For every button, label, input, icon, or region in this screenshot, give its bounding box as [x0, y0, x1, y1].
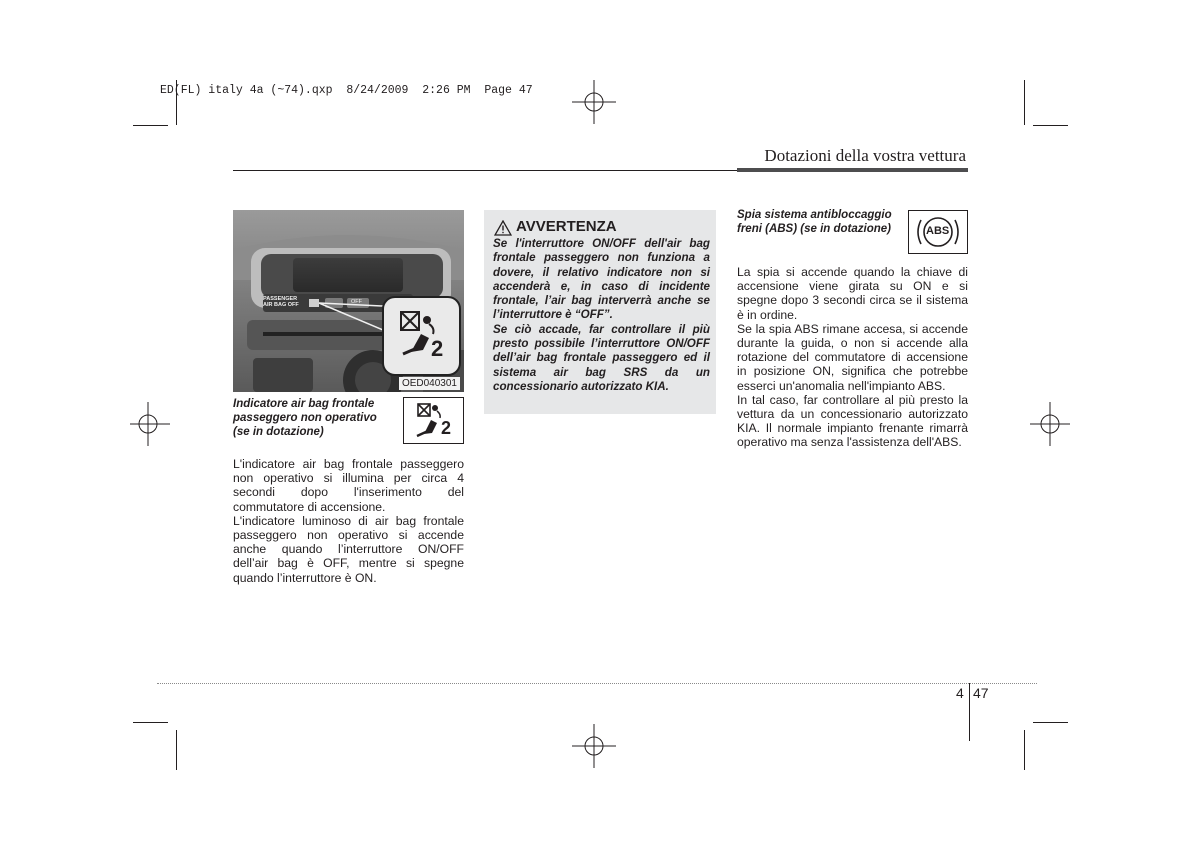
- registration-mark-right: [1030, 402, 1070, 446]
- airbag-indicator-box: [403, 397, 464, 444]
- crop-mark: [133, 722, 168, 723]
- paragraph: In tal caso, far controllare al più presto la vettura da un concessionario autorizzato KIA. Il normale impianto frenante rimarrà operativo ma senza l'assistenza dell'ABS.: [737, 392, 968, 450]
- page-chapter: 4: [956, 685, 964, 701]
- icon-digit: 2: [431, 336, 444, 361]
- abs-caption: Spia sistema antibloccaggio freni (ABS) (se in dotazione): [737, 209, 892, 235]
- warning-box: [484, 210, 716, 414]
- registration-mark-bottom: [572, 724, 616, 768]
- crop-mark: [133, 125, 168, 126]
- paragraph: Se la spia ABS rimane accesa, si accende durante la guida, o non si accende alla rotazione del commutatore di accensione in posizione ON, significa che potrebbe esserci un'anomalia nell'impianto ABS.: [737, 321, 968, 393]
- image-code: OED040301: [399, 377, 460, 390]
- abs-description: [737, 265, 968, 450]
- crop-mark: [1024, 730, 1025, 770]
- paragraph: L'indicatore air bag frontale passeggero non operativo si illumina per circa 4 secondi dopo l'inserimento del commutatore di accensione.: [233, 457, 464, 514]
- panel-button-label: OFF: [351, 299, 362, 305]
- paragraph: Se l'interruttore ON/OFF dell'air bag frontale passeggero non funziona a dovere, il relativo indicatore non si accenderà e, in caso di incidente frontale, l’air bag interverrà anche se l’interruttore è “OFF”.: [493, 237, 710, 322]
- airbag-description: [233, 457, 464, 585]
- header-rule-accent: [737, 168, 968, 172]
- airbag-off-icon-zoomed: [391, 308, 451, 364]
- file-slug: ED(FL) italy 4a (~74).qxp 8/24/2009 2:26 PM Page 47: [160, 84, 533, 97]
- crop-mark: [1033, 722, 1068, 723]
- airbag-off-icon: [404, 398, 463, 443]
- page-number: 47: [973, 685, 989, 701]
- registration-mark-left: [130, 402, 170, 446]
- crop-mark: [1024, 80, 1025, 125]
- warning-text: [493, 237, 710, 394]
- section-title: Dotazioni della vostra vettura: [764, 146, 966, 165]
- warning-triangle-icon: [494, 220, 512, 236]
- airbag-caption: Indicatore air bag frontale passeggero non operativo (se in dotazione): [233, 398, 377, 438]
- crop-mark: [176, 730, 177, 770]
- crop-mark: [1033, 125, 1068, 126]
- abs-indicator-box: [908, 210, 968, 254]
- warning-title: AVVERTENZA: [516, 218, 617, 235]
- footer-dotted-rule: [157, 683, 1037, 684]
- page-number-separator: [969, 683, 970, 741]
- registration-mark-top: [572, 80, 616, 124]
- abs-icon-text: ABS: [926, 225, 950, 237]
- icon-digit: 2: [441, 418, 452, 438]
- dashboard-photo: [233, 210, 464, 392]
- paragraph: La spia si accende quando la chiave di accensione viene girata su ON e si spegne dopo 3 secondi circa se il sistema è in ordine.: [737, 265, 968, 322]
- panel-label: PASSENGER AIR BAG OFF: [263, 296, 299, 308]
- paragraph: Se ciò accade, far controllare il più presto possibile l’interruttore ON/OFF dell’air bag frontale passeggero ed il sistema air bag SRS da un concessionario autorizzato KIA.: [493, 322, 710, 393]
- paragraph: L'indicatore luminoso di air bag frontale passeggero non operativo si accende anche quando l’interruttore ON/OFF dell’air bag è OFF, mentre si spegne quando l’interruttore è ON.: [233, 513, 464, 585]
